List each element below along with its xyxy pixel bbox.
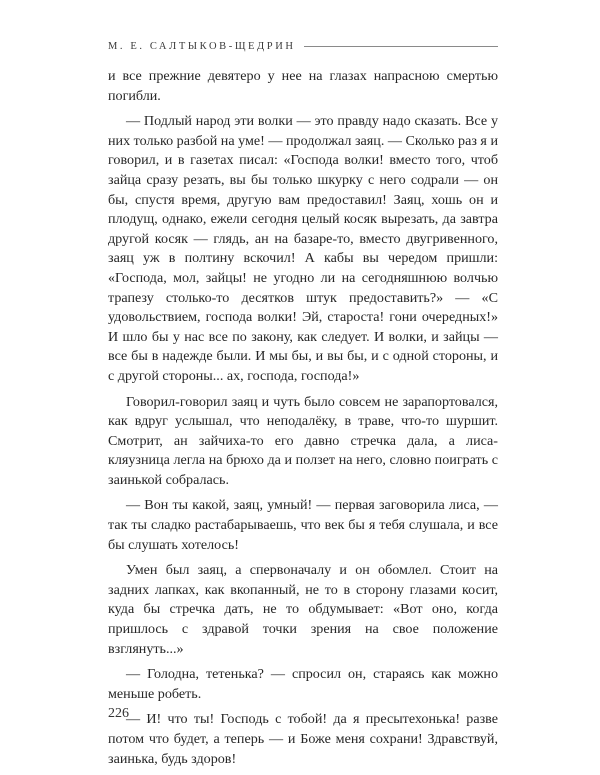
paragraph: Умен был заяц, а спервоначалу и он обомлел. Стоит на задних лапках, как вкопанный, не то в сторону глазами косит, куда бы стречка дать, не то обдумывает: «Вот оно, когда пришлось с здравой точки зрения на свое положение взглянуть...» — [108, 562, 498, 657]
header-rule — [304, 46, 498, 47]
paragraph: Говорил-говорил заяц и чуть было совсем не зарапортовался, как вдруг услышал, что неподалёку, в траве, что-то шуршит. Смотрит, ан зайчиха-то его давно стречка дала, а лиса-кляузница легла на брюхо да и ползет на него, словно поиграть с заинькой собралась. — [108, 393, 498, 488]
paragraph: — Подлый народ эти волки — это правду надо сказать. Все у них только разбой на уме! — продолжал заяц. — Сколько раз я и говорил, и в газетах писал: «Господа волки! вместо того, чтоб зайца сразу резать, вы бы только шкурку с него содрали — он бы, спустя время, другую вам предоставил! Заяц, хошь он и плодущ, однако, ежели сегодня целый косяк вырезать, да завтра другой косяк — глядь, ан на базаре-то, вместо двугривенного, заяц уж в полтину вскочил! А кабы вы чередом пришли: «Господа, мол, зайцы! не угодно ли на сегодняшнюю волчью трапезу столько-то десятков штук предоставить?» — «С удовольствием, господа волки! Эй, староста! гони очередных!» И шло бы у нас все по закону, как следует. И волки, и зайцы — все бы в надежде были. И мы бы, и вы бы, и с одной стороны, и с другой стороны... ах, господа, господа!» — [108, 113, 498, 384]
paragraph: — И! что ты! Господь с тобой! да я пресытехонька! разве потом что будет, а теперь — и Боже меня сохрани! Здравствуй, заинька, будь здоров! — [108, 711, 498, 767]
running-head-author: М. Е. САЛТЫКОВ-ЩЕДРИН — [108, 40, 296, 52]
paragraph: — Вон ты какой, заяц, умный! — первая заговорила лиса, — так ты сладко растабарываешь, что век бы я тебя слушала, и все бы слушать хотелось! — [108, 497, 498, 553]
page-number: 226 — [108, 706, 129, 721]
paragraph: — Голодна, тетенька? — спросил он, стараясь как можно меньше робеть. — [108, 666, 498, 702]
paragraph: и все прежние девятеро у нее на глазах напрасною смертью погибли. — [108, 68, 498, 104]
page-header — [108, 36, 498, 56]
page-body — [108, 67, 498, 775]
